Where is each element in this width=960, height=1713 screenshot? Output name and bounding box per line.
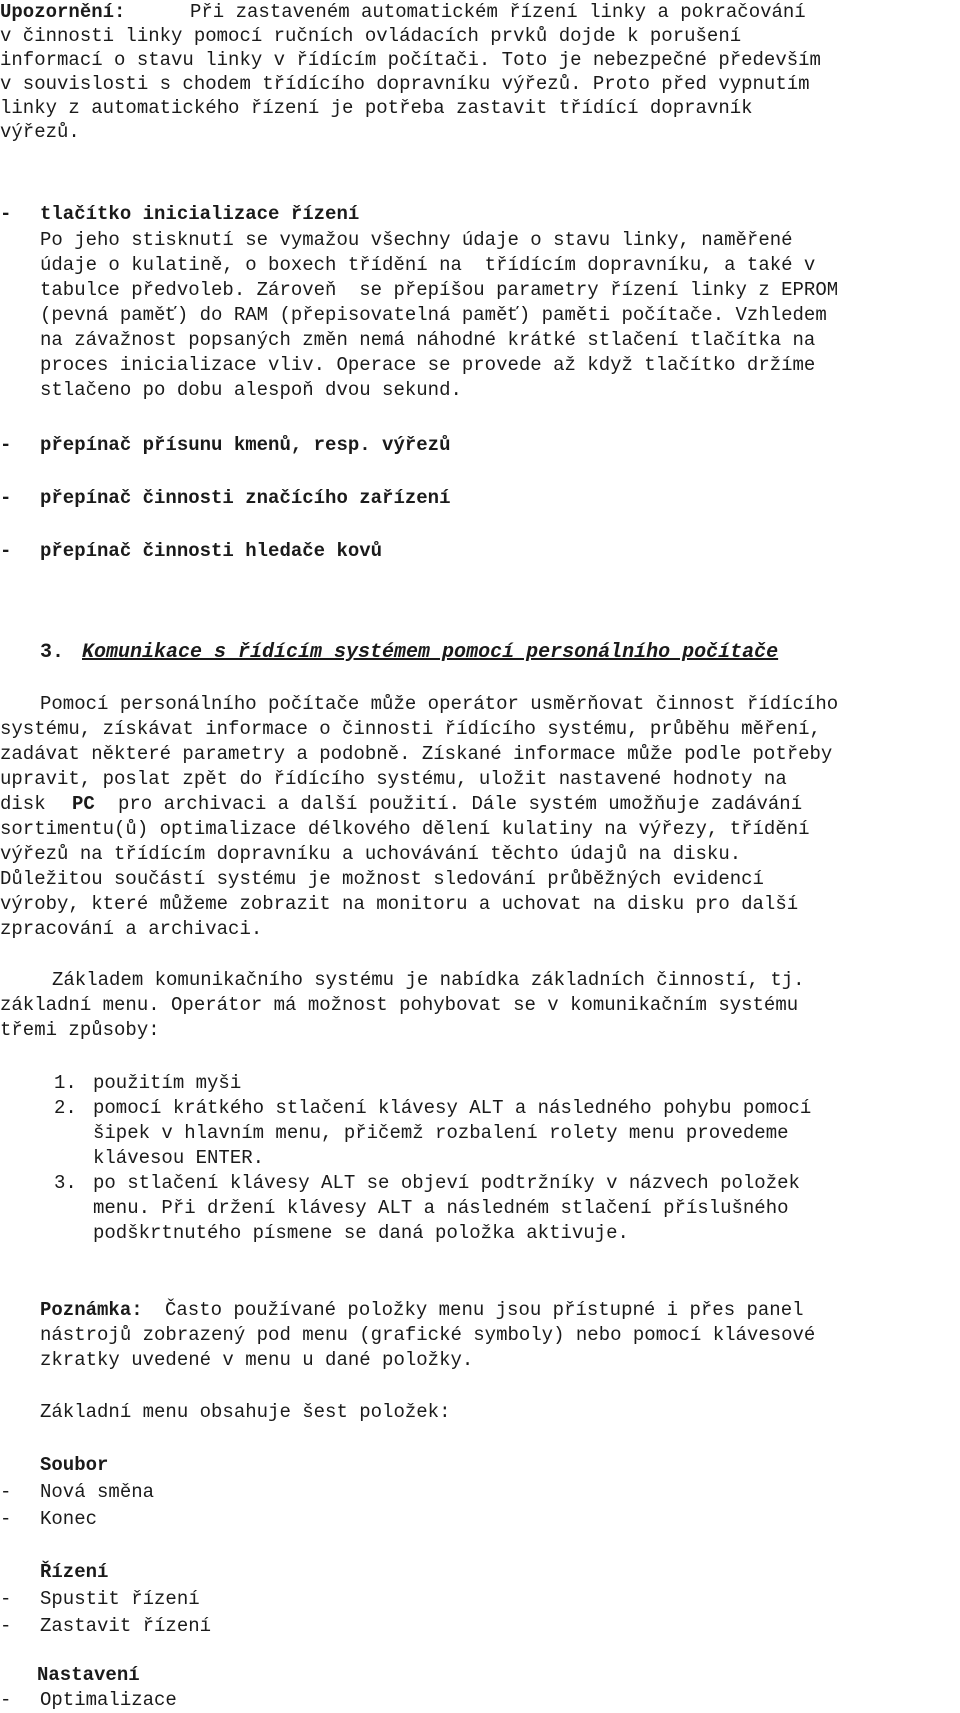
list-number: 1.	[54, 1072, 77, 1094]
list-item: klávesou ENTER.	[93, 1147, 265, 1169]
paragraph-line: základní menu. Operátor má možnost pohybovat se v komunikačním systému	[0, 994, 799, 1016]
menu-item: Konec	[40, 1508, 98, 1530]
menu-dash: -	[0, 1508, 12, 1530]
list-number: 3.	[54, 1172, 77, 1194]
menu-item: Zastavit řízení	[40, 1615, 212, 1637]
section-number: 3.	[40, 641, 65, 664]
paragraph-line: výřezů na třídícím dopravníku a uchovávání těchto údajů na disku.	[0, 843, 742, 865]
list-item: šipek v hlavním menu, přičemž rozbalení rolety menu provedeme	[93, 1122, 789, 1144]
paragraph-line: sortimentu(ů) optimalizace délkového dělení kulatiny na výřezy, třídění	[0, 818, 810, 840]
warning-line: Při zastaveném automatickém řízení linky a pokračování	[190, 1, 806, 23]
warning-line: linky z automatického řízení je potřeba zastavit třídící dopravník	[0, 97, 753, 119]
menu-item: Nová směna	[40, 1481, 155, 1503]
paragraph-line: třemi způsoby:	[0, 1019, 160, 1041]
menu-intro: Základní menu obsahuje šest položek:	[40, 1401, 451, 1423]
list-item: menu. Při držení klávesy ALT a následném stlačení příslušného	[93, 1197, 789, 1219]
warning-line: výřezů.	[0, 121, 80, 143]
item-dash: -	[0, 203, 12, 225]
list-number: 2.	[54, 1097, 77, 1119]
paragraph-line: Důležitou součástí systému je možnost sledování průběžných evidencí	[0, 868, 764, 890]
menu-item: Spustit řízení	[40, 1588, 200, 1610]
warning-line: v souvislosti s chodem třídícího dopravníku výřezů. Proto před vypnutím	[0, 73, 810, 95]
init-button-title: tlačítko inicializace řízení	[40, 203, 360, 225]
note-line: nástrojů zobrazený pod menu (grafické symboly) nebo pomocí klávesové	[40, 1324, 816, 1346]
menu-dash: -	[0, 1588, 12, 1610]
menu-title-nastaveni: Nastavení	[37, 1664, 140, 1686]
paragraph-line: zadávat některé parametry a podobně. Získané informace může podle potřeby	[0, 743, 833, 765]
note-line: Často používané položky menu jsou přístupné i přes panel	[165, 1299, 804, 1321]
switch-item: přepínač činnosti hledače kovů	[40, 540, 383, 562]
paragraph-line: Základem komunikačního systému je nabídka základních činností, tj.	[52, 969, 805, 991]
paragraph-line: výroby, které můžeme zobrazit na monitoru a uchovat na disku pro další	[0, 893, 799, 915]
pc-word: PC	[72, 793, 95, 815]
menu-dash: -	[0, 1615, 12, 1637]
init-description-line: stlačeno po dobu alespoň dvou sekund.	[40, 379, 462, 401]
init-description-line: na závažnost popsaných změn nemá náhodné krátké stlačení tlačítka na	[40, 329, 816, 351]
init-description-line: údaje o kulatině, o boxech třídění na třídícím dopravníku, a také v	[40, 254, 816, 276]
note-label: Poznámka:	[40, 1299, 143, 1321]
menu-title-rizeni: Řízení	[40, 1561, 109, 1583]
note-line: zkratky uvedené v menu u dané položky.	[40, 1349, 474, 1371]
init-description-line: Po jeho stisknutí se vymažou všechny údaje o stavu linky, naměřené	[40, 229, 793, 251]
warning-line: informací o stavu linky v řídícím počítači. Toto je nebezpečné především	[0, 49, 821, 71]
warning-label: Upozornění:	[0, 1, 126, 23]
warning-line: v činnosti linky pomocí ručních ovládacích prvků dojde k porušení	[0, 25, 742, 47]
paragraph-line: pro archivaci a další použití. Dále systém umožňuje zadávání	[118, 793, 803, 815]
switch-item: přepínač činnosti značícího zařízení	[40, 487, 451, 509]
init-description-line: tabulce předvoleb. Zároveň se přepíšou parametry řízení linky z EPROM	[40, 279, 839, 301]
item-dash: -	[0, 487, 12, 509]
disk-word: disk	[0, 793, 46, 815]
item-dash: -	[0, 434, 12, 456]
list-item: podškrtnutého písmene se daná položka aktivuje.	[93, 1222, 629, 1244]
init-description-line: (pevná paměť) do RAM (přepisovatelná paměť) paměti počítače. Vzhledem	[40, 304, 827, 326]
paragraph-line: upravit, poslat zpět do řídícího systému, uložit nastavené hodnoty na	[0, 768, 787, 790]
list-item: po stlačení klávesy ALT se objeví podtržníky v názvech položek	[93, 1172, 800, 1194]
paragraph-line: systému, získávat informace o činnosti řídícího systému, průběhu měření,	[0, 718, 821, 740]
menu-title-soubor: Soubor	[40, 1454, 109, 1476]
item-dash: -	[0, 540, 12, 562]
menu-item: Optimalizace	[40, 1689, 177, 1711]
init-description-line: proces inicializace vliv. Operace se provede až když tlačítko držíme	[40, 354, 816, 376]
switch-item: přepínač přísunu kmenů, resp. výřezů	[40, 434, 451, 456]
list-item: pomocí krátkého stlačení klávesy ALT a následného pohybu pomocí	[93, 1097, 812, 1119]
section-title: Komunikace s řídícím systémem pomocí personálního počítače	[82, 641, 779, 664]
list-item: použitím myši	[93, 1072, 242, 1094]
paragraph-line: zpracování a archivaci.	[0, 918, 263, 940]
menu-dash: -	[0, 1689, 12, 1711]
menu-dash: -	[0, 1481, 12, 1503]
paragraph-line: Pomocí personálního počítače může operátor usměrňovat činnost řídícího	[40, 693, 839, 715]
